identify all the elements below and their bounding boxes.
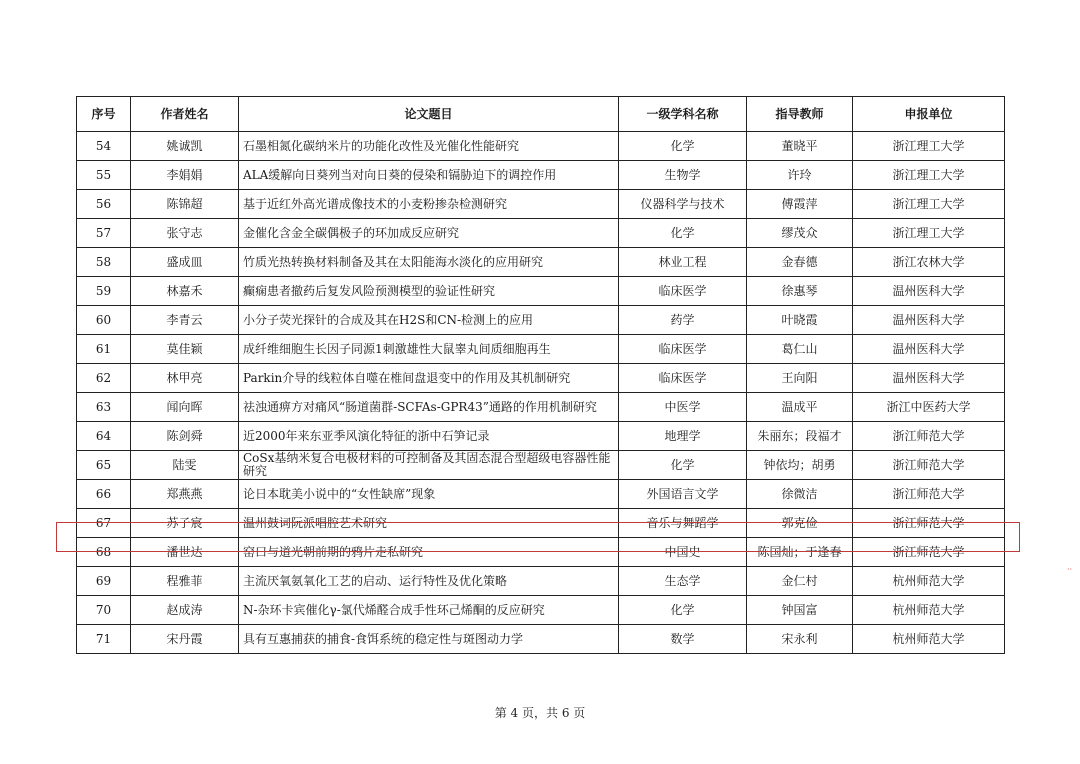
cell-title: 窑口与道光朝前期的鸦片走私研究 bbox=[239, 538, 619, 567]
cell-serial: 62 bbox=[77, 364, 131, 393]
cell-serial: 56 bbox=[77, 190, 131, 219]
cell-unit: 浙江理工大学 bbox=[853, 161, 1005, 190]
cell-author: 莫佳颖 bbox=[131, 335, 239, 364]
cell-advisor: 缪茂众 bbox=[747, 219, 853, 248]
cell-title: 竹质光热转换材料制备及其在太阳能海水淡化的应用研究 bbox=[239, 248, 619, 277]
cell-discipline: 化学 bbox=[619, 596, 747, 625]
cell-discipline: 中国史 bbox=[619, 538, 747, 567]
cell-title: 癫痫患者撤药后复发风险预测模型的验证性研究 bbox=[239, 277, 619, 306]
cell-author: 姚诚凯 bbox=[131, 132, 239, 161]
cell-unit: 温州医科大学 bbox=[853, 364, 1005, 393]
cell-unit: 浙江师范大学 bbox=[853, 480, 1005, 509]
cell-discipline: 中医学 bbox=[619, 393, 747, 422]
cell-author: 林甲亮 bbox=[131, 364, 239, 393]
table-row bbox=[77, 480, 1005, 509]
cell-author: 陈剑舜 bbox=[131, 422, 239, 451]
cell-discipline: 生态学 bbox=[619, 567, 747, 596]
cell-author: 宋丹霞 bbox=[131, 625, 239, 654]
cell-author: 潘世达 bbox=[131, 538, 239, 567]
cell-discipline: 临床医学 bbox=[619, 335, 747, 364]
cell-unit: 杭州师范大学 bbox=[853, 567, 1005, 596]
cell-serial: 68 bbox=[77, 538, 131, 567]
cell-title: 成纤维细胞生长因子同源1刺激雄性大鼠睾丸间质细胞再生 bbox=[239, 335, 619, 364]
cell-author: 张守志 bbox=[131, 219, 239, 248]
cell-unit: 温州医科大学 bbox=[853, 306, 1005, 335]
table-row bbox=[77, 509, 1005, 538]
col-header-serial: 序号 bbox=[77, 97, 131, 132]
cell-title: 温州鼓词阮派唱腔艺术研究 bbox=[239, 509, 619, 538]
cell-discipline: 音乐与舞蹈学 bbox=[619, 509, 747, 538]
cell-title: 金催化含金全碳偶极子的环加成反应研究 bbox=[239, 219, 619, 248]
cell-author: 林嘉禾 bbox=[131, 277, 239, 306]
cell-discipline: 地理学 bbox=[619, 422, 747, 451]
table-row bbox=[77, 335, 1005, 364]
table-header-row bbox=[77, 97, 1005, 132]
col-header-discipline: 一级学科名称 bbox=[619, 97, 747, 132]
table-row bbox=[77, 393, 1005, 422]
cell-unit: 浙江师范大学 bbox=[853, 451, 1005, 480]
table-row bbox=[77, 248, 1005, 277]
table-row bbox=[77, 364, 1005, 393]
table-row bbox=[77, 596, 1005, 625]
cell-author: 李青云 bbox=[131, 306, 239, 335]
cell-serial: 63 bbox=[77, 393, 131, 422]
table-row bbox=[77, 219, 1005, 248]
cell-title: 基于近红外高光谱成像技术的小麦粉掺杂检测研究 bbox=[239, 190, 619, 219]
cell-advisor: 陈国灿；于逢春 bbox=[747, 538, 853, 567]
cell-advisor: 钟依均；胡勇 bbox=[747, 451, 853, 480]
cell-unit: 浙江师范大学 bbox=[853, 509, 1005, 538]
cell-title: 小分子荧光探针的合成及其在H2S和CN-检测上的应用 bbox=[239, 306, 619, 335]
cell-serial: 59 bbox=[77, 277, 131, 306]
cell-title: Parkin介导的线粒体自噬在椎间盘退变中的作用及其机制研究 bbox=[239, 364, 619, 393]
table-row bbox=[77, 422, 1005, 451]
cell-discipline: 化学 bbox=[619, 451, 747, 480]
cell-discipline: 林业工程 bbox=[619, 248, 747, 277]
cell-serial: 70 bbox=[77, 596, 131, 625]
cell-discipline: 外国语言文学 bbox=[619, 480, 747, 509]
cell-unit: 杭州师范大学 bbox=[853, 596, 1005, 625]
cell-advisor: 金春德 bbox=[747, 248, 853, 277]
cell-author: 郑燕燕 bbox=[131, 480, 239, 509]
cell-serial: 69 bbox=[77, 567, 131, 596]
cell-serial: 54 bbox=[77, 132, 131, 161]
edge-mark: ·· bbox=[1067, 565, 1073, 574]
cell-discipline: 临床医学 bbox=[619, 277, 747, 306]
cell-discipline: 仪器科学与技术 bbox=[619, 190, 747, 219]
cell-serial: 57 bbox=[77, 219, 131, 248]
table-row bbox=[77, 132, 1005, 161]
cell-serial: 65 bbox=[77, 451, 131, 480]
cell-unit: 浙江理工大学 bbox=[853, 190, 1005, 219]
cell-advisor: 许玲 bbox=[747, 161, 853, 190]
table-row bbox=[77, 625, 1005, 654]
cell-author: 闻向晖 bbox=[131, 393, 239, 422]
cell-unit: 浙江理工大学 bbox=[853, 219, 1005, 248]
cell-serial: 61 bbox=[77, 335, 131, 364]
col-header-title: 论文题目 bbox=[239, 97, 619, 132]
table-row bbox=[77, 306, 1005, 335]
cell-serial: 66 bbox=[77, 480, 131, 509]
cell-advisor: 郭克俭 bbox=[747, 509, 853, 538]
cell-title: CoSx基纳米复合电极材料的可控制备及其固态混合型超级电容器性能研究 bbox=[239, 451, 619, 480]
cell-unit: 浙江师范大学 bbox=[853, 422, 1005, 451]
table-row bbox=[77, 538, 1005, 567]
cell-author: 赵成涛 bbox=[131, 596, 239, 625]
cell-unit: 温州医科大学 bbox=[853, 277, 1005, 306]
table-row bbox=[77, 567, 1005, 596]
cell-advisor: 叶晓霞 bbox=[747, 306, 853, 335]
cell-advisor: 宋永利 bbox=[747, 625, 853, 654]
cell-advisor: 温成平 bbox=[747, 393, 853, 422]
cell-serial: 67 bbox=[77, 509, 131, 538]
cell-title: 主流厌氧氨氧化工艺的启动、运行特性及优化策略 bbox=[239, 567, 619, 596]
cell-title: 具有互惠捕获的捕食-食饵系统的稳定性与斑图动力学 bbox=[239, 625, 619, 654]
cell-advisor: 徐惠琴 bbox=[747, 277, 853, 306]
cell-serial: 55 bbox=[77, 161, 131, 190]
cell-author: 李娟娟 bbox=[131, 161, 239, 190]
cell-author: 程雅菲 bbox=[131, 567, 239, 596]
cell-title: ALA缓解向日葵列当对向日葵的侵染和镉胁迫下的调控作用 bbox=[239, 161, 619, 190]
cell-discipline: 临床医学 bbox=[619, 364, 747, 393]
table-row bbox=[77, 190, 1005, 219]
cell-discipline: 化学 bbox=[619, 132, 747, 161]
cell-discipline: 药学 bbox=[619, 306, 747, 335]
table-row bbox=[77, 451, 1005, 480]
cell-advisor: 董晓平 bbox=[747, 132, 853, 161]
cell-discipline: 数学 bbox=[619, 625, 747, 654]
col-header-advisor: 指导教师 bbox=[747, 97, 853, 132]
cell-serial: 58 bbox=[77, 248, 131, 277]
cell-discipline: 化学 bbox=[619, 219, 747, 248]
cell-unit: 温州医科大学 bbox=[853, 335, 1005, 364]
cell-title: 论日本耽美小说中的“女性缺席”现象 bbox=[239, 480, 619, 509]
cell-advisor: 金仁村 bbox=[747, 567, 853, 596]
cell-author: 苏子宸 bbox=[131, 509, 239, 538]
cell-unit: 浙江中医药大学 bbox=[853, 393, 1005, 422]
cell-author: 陆雯 bbox=[131, 451, 239, 480]
cell-discipline: 生物学 bbox=[619, 161, 747, 190]
cell-advisor: 傅霞萍 bbox=[747, 190, 853, 219]
cell-author: 陈锦超 bbox=[131, 190, 239, 219]
cell-advisor: 徐微洁 bbox=[747, 480, 853, 509]
cell-unit: 杭州师范大学 bbox=[853, 625, 1005, 654]
page-footer: 第 4 页，共 6 页 bbox=[494, 706, 586, 720]
cell-unit: 浙江师范大学 bbox=[853, 538, 1005, 567]
cell-unit: 浙江农林大学 bbox=[853, 248, 1005, 277]
cell-advisor: 王向阳 bbox=[747, 364, 853, 393]
cell-advisor: 葛仁山 bbox=[747, 335, 853, 364]
cell-title: N-杂环卡宾催化γ-氯代烯醛合成手性环己烯酮的反应研究 bbox=[239, 596, 619, 625]
cell-title: 近2000年来东亚季风演化特征的浙中石笋记录 bbox=[239, 422, 619, 451]
cell-unit: 浙江理工大学 bbox=[853, 132, 1005, 161]
cell-serial: 71 bbox=[77, 625, 131, 654]
table-row bbox=[77, 161, 1005, 190]
table-row bbox=[77, 277, 1005, 306]
cell-serial: 64 bbox=[77, 422, 131, 451]
cell-advisor: 钟国富 bbox=[747, 596, 853, 625]
cell-advisor: 朱丽东；段福才 bbox=[747, 422, 853, 451]
col-header-unit: 申报单位 bbox=[853, 97, 1005, 132]
thesis-award-table bbox=[76, 96, 1005, 654]
cell-title: 祛浊通痹方对痛风“肠道菌群-SCFAs-GPR43”通路的作用机制研究 bbox=[239, 393, 619, 422]
table-body bbox=[77, 132, 1005, 654]
cell-title: 石墨相氮化碳纳米片的功能化改性及光催化性能研究 bbox=[239, 132, 619, 161]
col-header-author: 作者姓名 bbox=[131, 97, 239, 132]
cell-author: 盛成皿 bbox=[131, 248, 239, 277]
cell-serial: 60 bbox=[77, 306, 131, 335]
